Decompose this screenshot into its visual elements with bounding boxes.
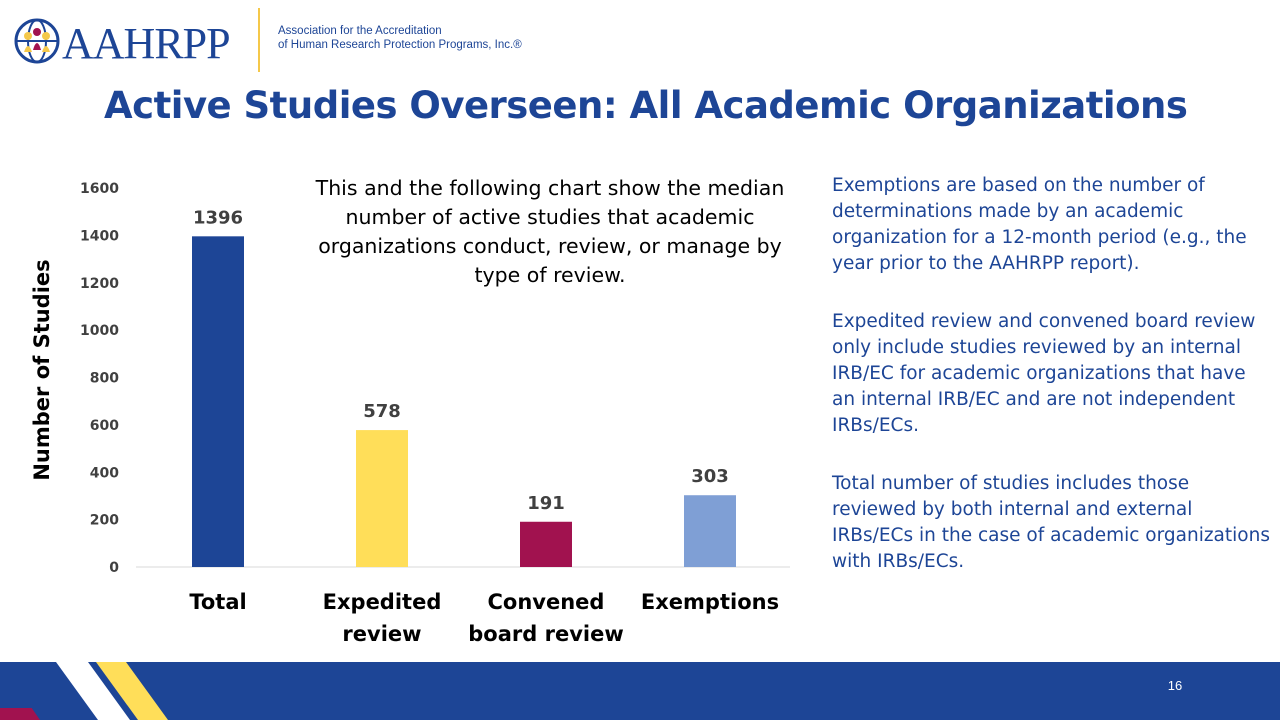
y-tick-label: 1400 [80,228,119,245]
x-tick-label: Exemptions [640,590,780,614]
y-axis-label: Number of Studies [30,259,54,481]
y-tick-label: 0 [109,560,119,576]
data-label: 191 [527,492,565,514]
x-tick-label: Convened board review [468,590,624,646]
globe-people-icon [14,18,60,64]
data-label: 303 [691,466,729,488]
logo-tagline [278,24,578,52]
x-tick-label: Total [189,590,247,614]
side-notes [832,173,1272,607]
y-tick-label: 1200 [80,275,119,292]
logo-wordmark: AAHRPP [62,19,230,68]
page-title: Active Studies Overseen: All Academic Organizations [104,84,1188,127]
bar-exemptions [684,495,736,567]
bar-expedited-review [356,430,408,567]
side-note-exemptions: Exemptions are based on the number of determinations made by an academic organization for a 12-month period (e.g., the year prior to the AAHRPP report). [832,175,1247,274]
y-tick-label: 800 [89,370,119,387]
side-note-total: Total number of studies includes those reviewed by both internal and external IRBs/ECs in the case of academic organizations with IRBs/ECs. [832,473,1270,572]
y-tick-label: 400 [89,465,119,482]
footer-band [0,662,1280,720]
data-label: 1396 [192,207,244,229]
logo-divider [258,8,260,72]
bar-convened-board-review [520,522,572,567]
y-tick-label: 1600 [80,181,119,197]
y-tick-label: 600 [89,417,119,434]
x-tick-label: Expedited review [322,590,442,646]
data-label: 578 [363,401,401,423]
bar-total [192,236,244,567]
chart-note: This and the following chart show the median number of active studies that academic organizations conduct, review, or manage by type of review. [315,176,785,287]
y-tick-label: 1000 [80,323,119,340]
aahrpp-logo [14,14,254,72]
page-number: 16 [1167,678,1183,693]
y-tick-label: 200 [89,512,119,529]
footer-band-fill [0,662,1280,720]
logo-tagline-line1: Association for the Accreditation [278,25,442,37]
side-note-review-types: Expedited review and convened board review only include studies reviewed by an internal IRB/EC for academic organizations that have an internal IRB/EC and are not independent IRBs/ECs. [832,311,1256,436]
logo-tagline-line2: of Human Research Protection Programs, Inc.® [278,39,522,51]
